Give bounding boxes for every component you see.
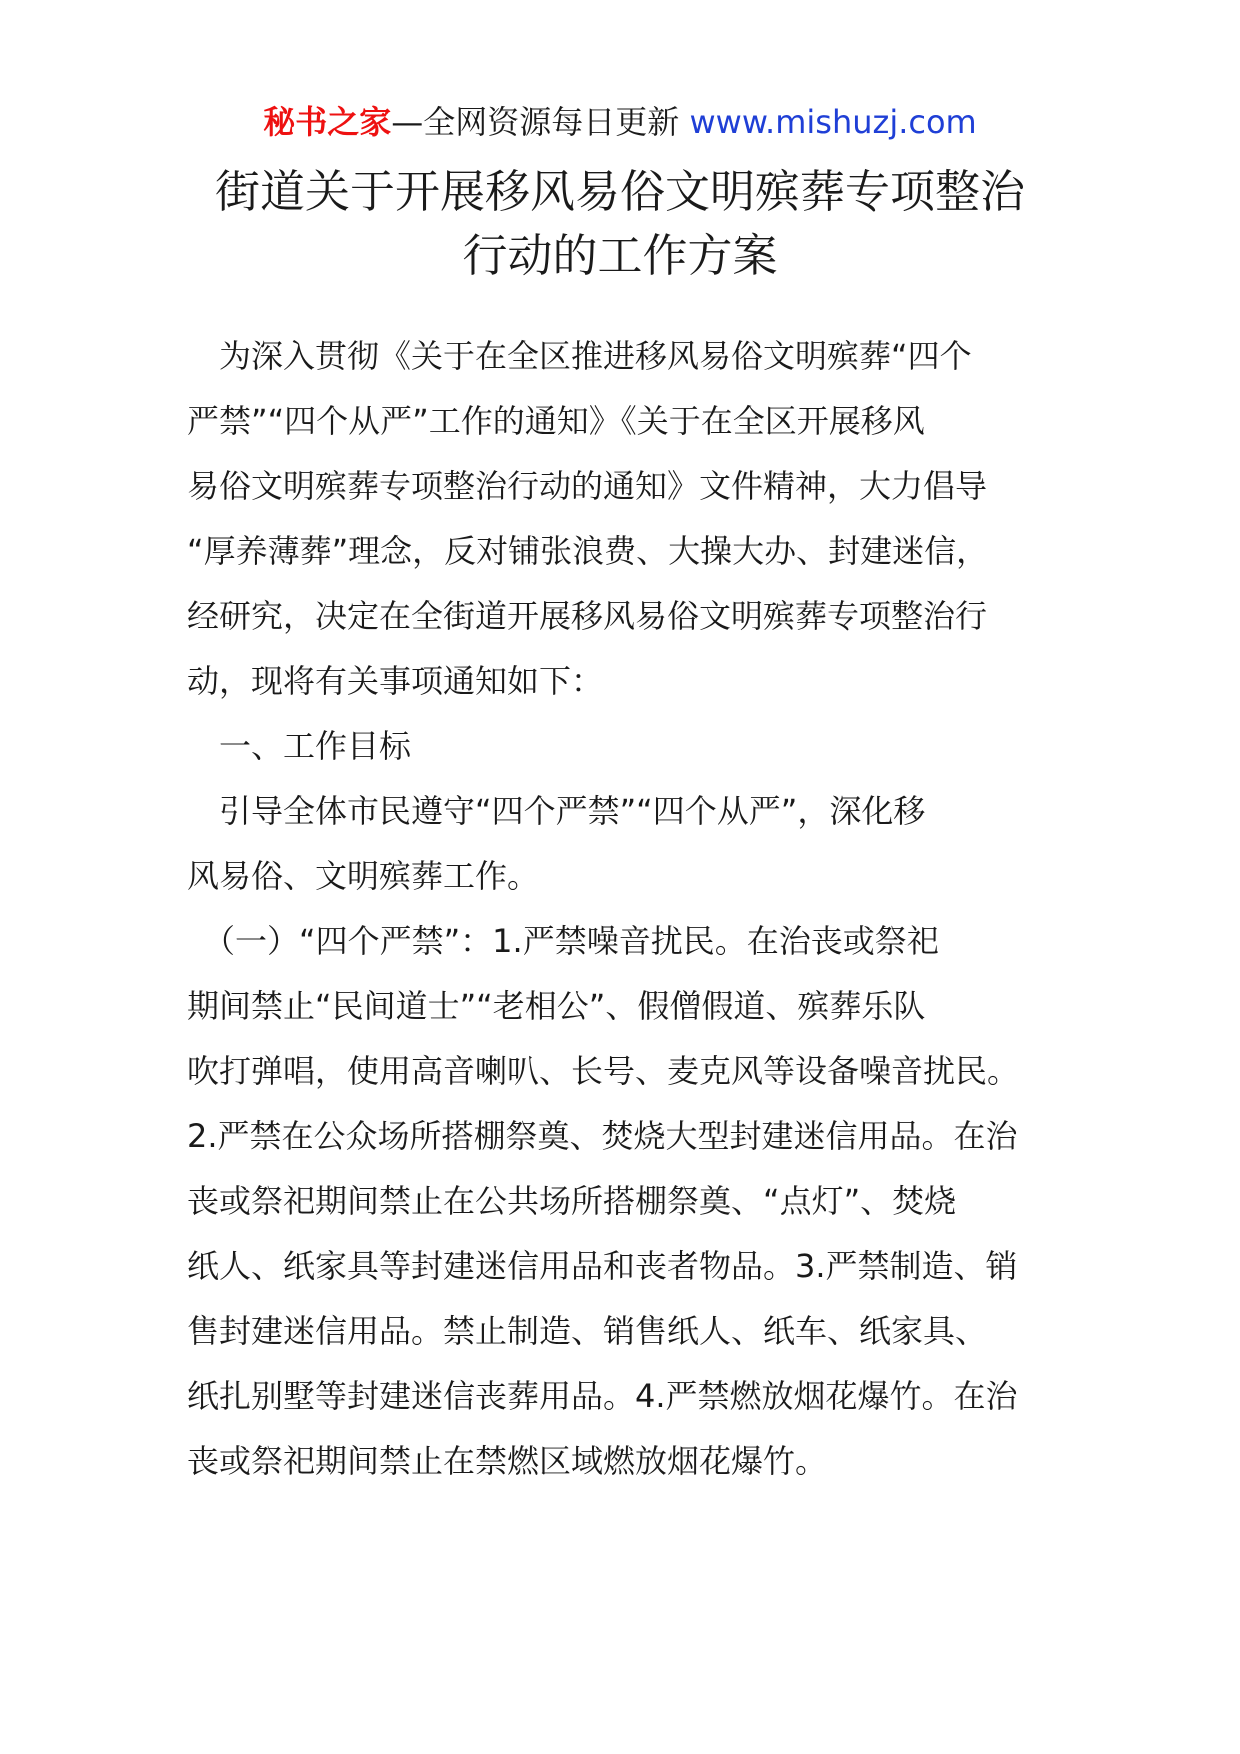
body-line: 风易俗、文明殡葬工作。 bbox=[187, 857, 540, 895]
body-line: 易俗文明殡葬专项整治行动的通知》文件精神，大力倡导 bbox=[187, 467, 988, 505]
title-line: 街道关于开展移风易俗文明殡葬专项整治 bbox=[214, 165, 1025, 218]
title-line: 行动的工作方案 bbox=[462, 229, 778, 282]
site-banner bbox=[0, 100, 1240, 144]
body-line: 动，现将有关事项通知如下： bbox=[187, 662, 604, 700]
body-line: 经研究，决定在全街道开展移风易俗文明殡葬专项整治行 bbox=[187, 597, 988, 635]
body-line: 售封建迷信用品。禁止制造、销售纸人、纸车、纸家具、 bbox=[187, 1312, 988, 1350]
brand-slogan: —全网资源每日更新 bbox=[391, 103, 690, 141]
body-line: （一）“四个严禁”：1.严禁噪音扰民。在治丧或祭祀 bbox=[187, 922, 939, 960]
body-line: 丧或祭祀期间禁止在禁燃区域燃放烟花爆竹。 bbox=[187, 1442, 828, 1480]
body-line: 2.严禁在公众场所搭棚祭奠、焚烧大型封建迷信用品。在治 bbox=[187, 1117, 1018, 1155]
section-heading: 一、工作目标 bbox=[187, 727, 412, 765]
brand-name: 秘书之家 bbox=[263, 103, 392, 141]
document-body bbox=[187, 324, 1067, 1494]
body-line: 纸人、纸家具等封建迷信用品和丧者物品。3.严禁制造、销 bbox=[187, 1247, 1018, 1285]
site-url-link[interactable]: www.mishuzj.com bbox=[689, 103, 977, 141]
body-line: 丧或祭祀期间禁止在公共场所搭棚祭奠、“点灯”、焚烧 bbox=[187, 1182, 957, 1220]
body-line: 严禁”“四个从严”工作的通知》《关于在全区开展移风 bbox=[187, 402, 925, 440]
body-line: “厚养薄葬”理念，反对铺张浪费、大操大办、封建迷信， bbox=[187, 532, 989, 570]
body-line: 为深入贯彻《关于在全区推进移风易俗文明殡葬“四个 bbox=[187, 337, 972, 375]
body-line: 纸扎别墅等封建迷信丧葬用品。4.严禁燃放烟花爆竹。在治 bbox=[187, 1377, 1018, 1415]
body-line: 期间禁止“民间道士”“老相公”、假僧假道、殡葬乐队 bbox=[187, 987, 926, 1025]
body-line: 引导全体市民遵守“四个严禁”“四个从严”，深化移 bbox=[187, 792, 926, 830]
document-title bbox=[180, 160, 1060, 288]
body-line: 吹打弹唱，使用高音喇叭、长号、麦克风等设备噪音扰民。 bbox=[187, 1052, 1020, 1090]
